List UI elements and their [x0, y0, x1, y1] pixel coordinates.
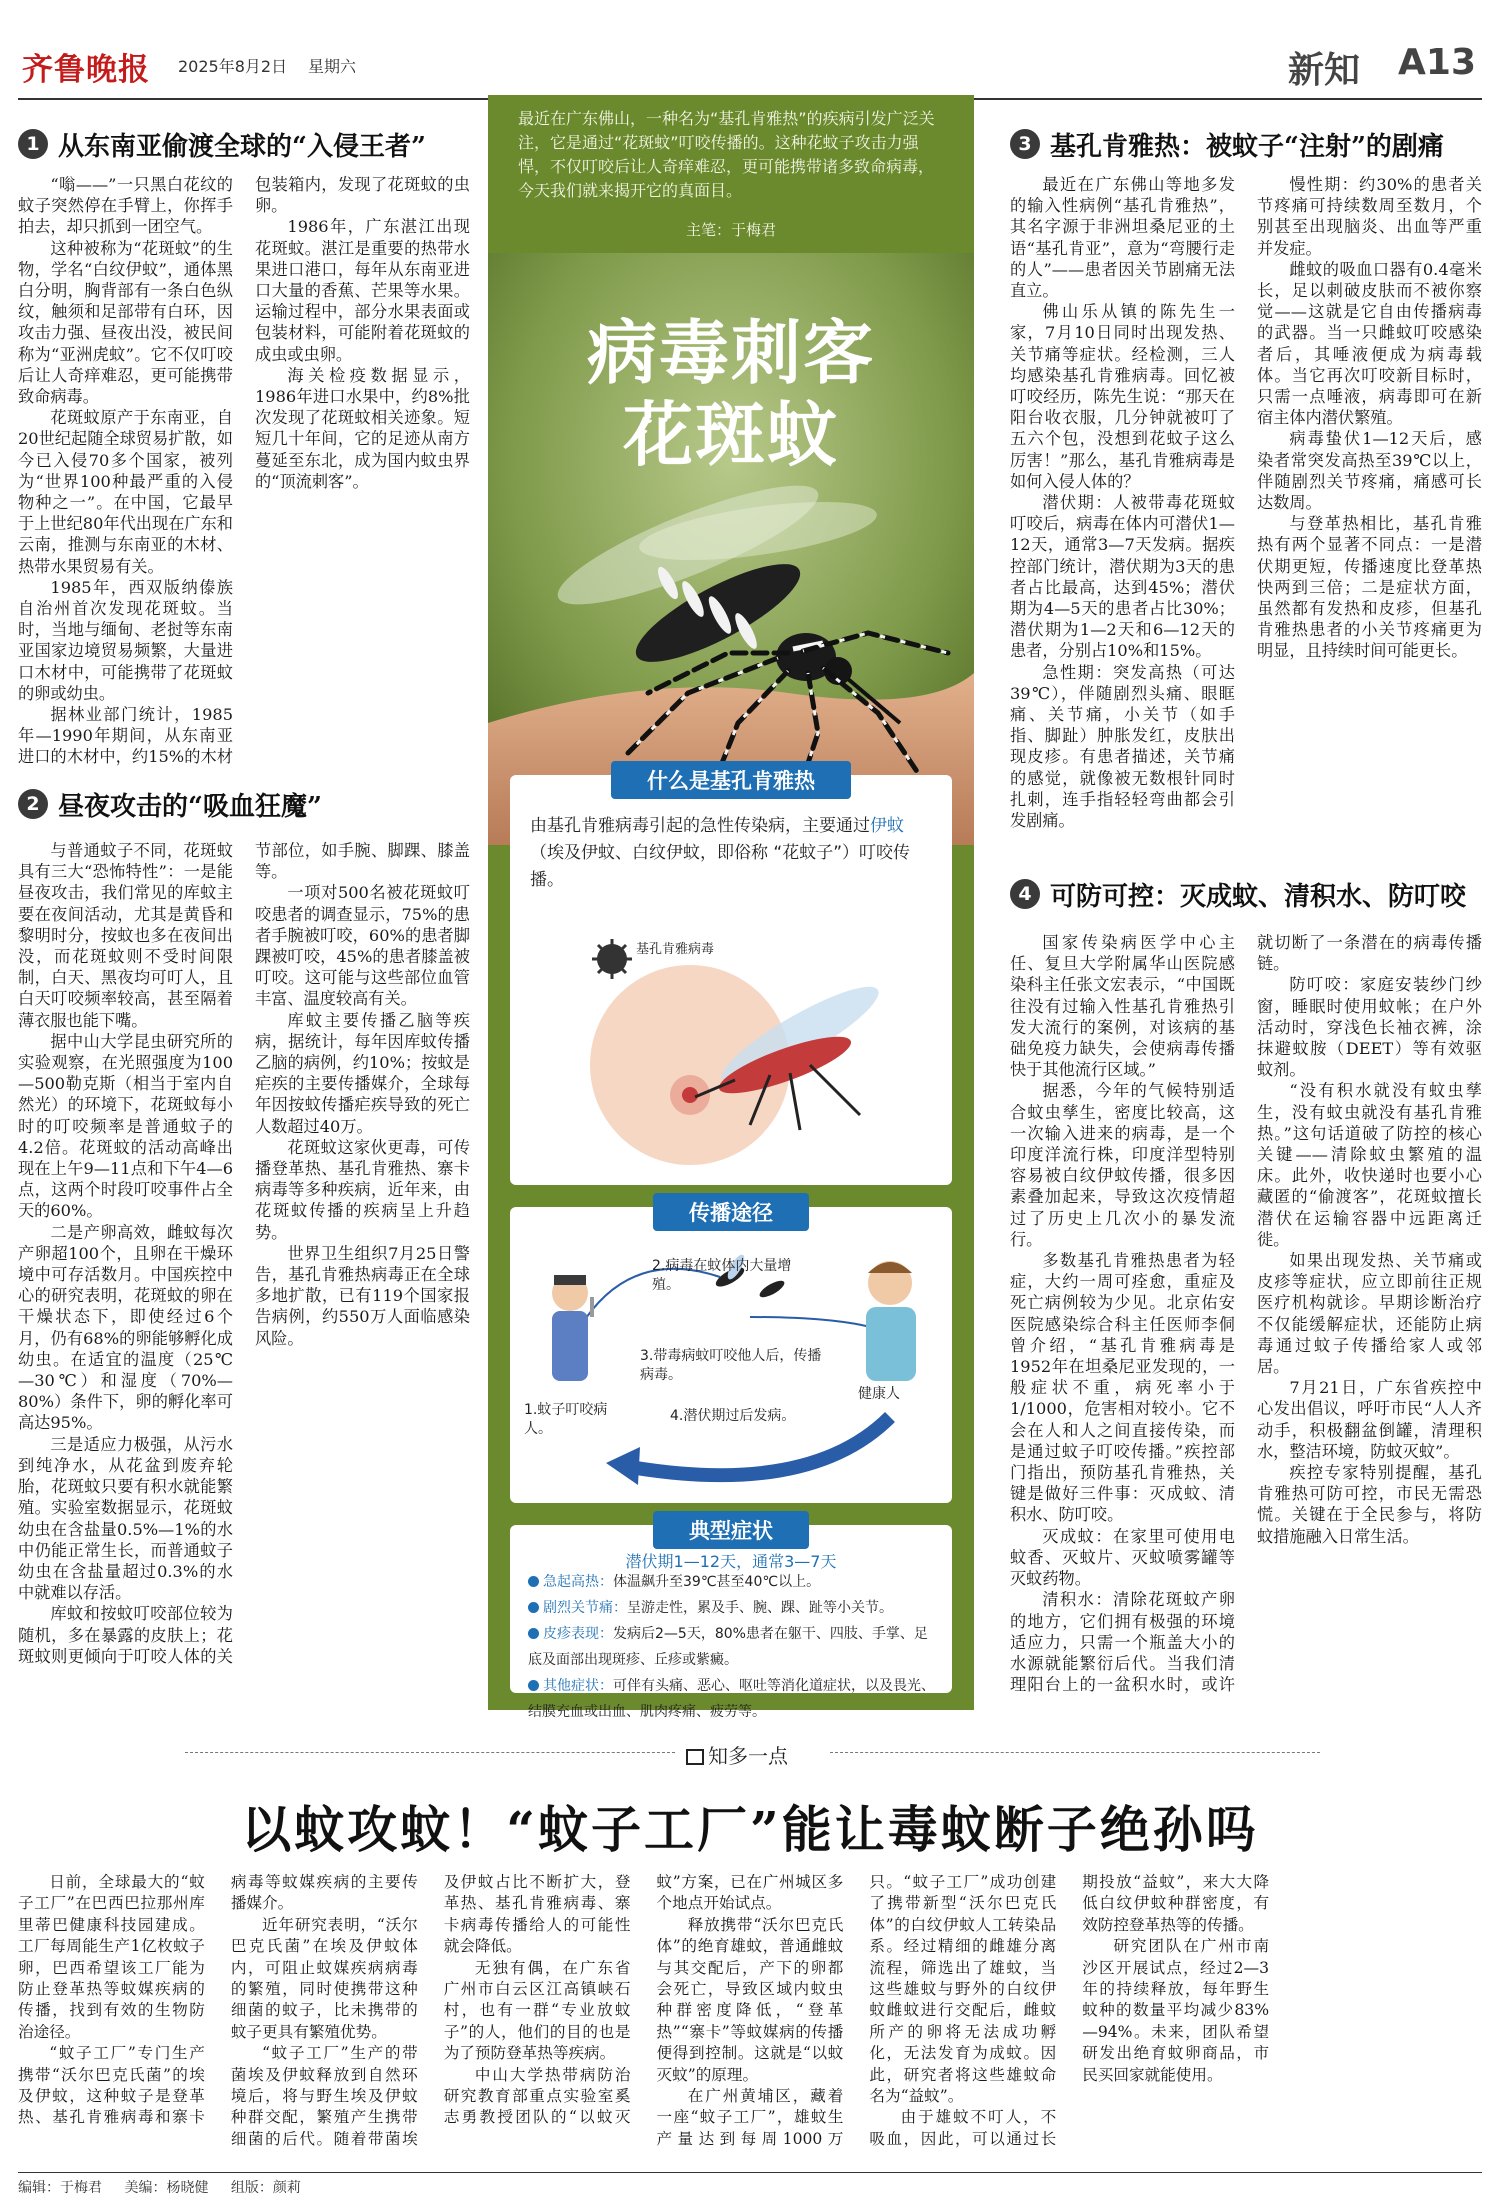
bullet-icon: [528, 1576, 539, 1587]
paragraph: 无独有偶，在广东省广州市白云区江高镇峡石村，也有一群“专业放蚊子”的人，他们的目的也是为了预防登革热等疾病。: [443, 1958, 631, 2063]
article-3-heading: [1010, 122, 1482, 166]
symptom-list: [528, 1569, 940, 1725]
paragraph: 佛山乐从镇的陈先生一家，7月10日同时出现发热、关节痛等症状。经检测，三人均感染基孔肯雅病毒。回忆被叮咬经历，陈先生说：“那天在阳台收衣服，几分钟就被叮了五六个包，没想到花蚊子这么厉害！”那么，基孔肯雅病毒是如何入侵人体的？: [1010, 302, 1235, 491]
transmission-step-2: 2.病毒在蚊体内大量增殖。: [652, 1258, 792, 1293]
paragraph: 海关检疫数据显示，1986年进口水果中，约8%批次发现了花斑蚊相关迹象。短短几十年间，它的足迹从南方蔓延至东北，成为国内蚊虫界的“顶流刺客”。: [255, 365, 470, 491]
definition-heading: 什么是基孔肯雅热: [611, 761, 851, 799]
definition-text-highlight: 伊蚊: [870, 816, 904, 836]
article-3-number: 3: [1010, 129, 1040, 159]
paragraph: 疾控专家特别提醒，基孔肯雅热可防可控，市民无需恐慌。关键在于全民参与，将防蚊措施融入日常生活。: [1257, 1463, 1482, 1546]
newspaper-logo: 齐鲁晚报: [22, 52, 150, 88]
article-4: [1010, 872, 1482, 1710]
paragraph: 1985年，西双版纳傣族自治州首次发现花斑蚊。当时，当地与缅甸、老挝等东南亚国家边境贸易频繁，大量进口木材中，可能携带了花斑蚊的卵或幼虫。: [18, 577, 233, 703]
article-1-title: 从东南亚偷渡全球的“入侵王者”: [58, 131, 426, 162]
article-4-number: 4: [1010, 879, 1040, 909]
paragraph: 灭成蚊：在家里可使用电蚊香、灭蚊片、灭蚊喷雾罐等灭蚊药物。: [1010, 1526, 1235, 1589]
paragraph: 库蚊主要传播乙脑等疾病，据统计，每年因库蚊传播乙脑的病例，约10%；按蚊是疟疾的主要传播媒介，全球每年因按蚊传播疟疾导致的死亡人数超过40万。: [255, 1010, 470, 1136]
article-1-number: 1: [18, 129, 48, 159]
definition-panel: [510, 769, 952, 1185]
symptom-item: [528, 1569, 940, 1595]
paragraph: 病毒蛰伏1—12天后，感染者常突发高热至39℃以上，伴随剧烈关节疼痛，痛感可长达数周。: [1257, 429, 1482, 513]
feature-byline: 主笔：于梅君: [685, 221, 776, 239]
paragraph: “蚊子工厂”专门生产携带“沃尔巴克氏菌”的埃及伊蚊，这种蚊子是登革热、基孔肯雅病毒和寨卡病毒等蚊媒疾病的主要传播媒介。: [18, 1873, 418, 2127]
paragraph: 在广州黄埔区，藏着一座“蚊子工厂”，雄蚊生产量达到每周1000万只。“蚊子工厂”成功创建了携带新型“沃尔巴克氏体”的白纹伊蚊人工转染品系。经过精细的雌雄分离流程，筛选出了雄蚊，当这些雄蚊与野外的白纹伊蚊雌蚊进行交配后，雌蚊所产的卵将无法成功孵化，无法发育为成蚊。因此，研究者将这些雄蚊命名为“益蚊”。: [656, 1873, 1057, 2148]
article-1-heading: [18, 122, 470, 166]
symptom-text: 发病后2—5天，80%患者在躯干、四肢、手掌、足底及面部出现斑疹、丘疹或紫癜。: [528, 1626, 928, 1668]
paragraph: 国家传染病医学中心主任、复旦大学附属华山医院感染科主任张文宏表示，“中国既往没有过输入性基孔肯雅热引发大流行的案例，对该病的基础免疫力缺失，会使病毒传播快于其他流行区域。”: [1010, 933, 1235, 1080]
virus-label: 基孔肯雅病毒: [636, 942, 715, 957]
article-3-title: 基孔肯雅热：被蚊子“注射”的剧痛: [1050, 131, 1444, 162]
article-2-body: [18, 840, 470, 1708]
symptoms-heading: 典型症状: [653, 1511, 809, 1549]
transmission-step-1: 1.蚊子叮咬病人。: [524, 1402, 608, 1437]
definition-text-pre: 由基孔肯雅病毒引起的急性传染病，主要通过: [530, 816, 870, 836]
divider-right: [830, 1752, 1320, 1753]
article-3: [1010, 122, 1482, 864]
editor-credit: 编辑：于梅君: [18, 2180, 102, 2196]
paragraph: 日前，全球最大的“蚊子工厂”在巴西巴拉那州库里蒂巴健康科技园建成。工厂每周能生产1亿枚蚊子卵，巴西希望该工厂能为防止登革热等蚊媒疾病的传播，找到有效的生物防治途径。: [18, 1873, 205, 2041]
transmission-step-3: 3.带毒病蚊叮咬他人后，传播病毒。: [640, 1348, 822, 1383]
symptom-label: 急起高热：: [543, 1574, 613, 1590]
transmission-step-4: 4.潜伏期过后发病。: [670, 1408, 796, 1424]
paragraph: 二是产卵高效，雌蚊每次产卵超100个，且卵在干燥环境中可存活数月。中国疾控中心的研究表明，花斑蚊的卵在干燥状态下，即使经过6个月，仍有68%的卵能够孵化成幼虫。在适宜的温度（25℃—30℃）和湿度（70%—80%）条件下，卵的孵化率可高达95%。: [18, 1222, 233, 1433]
paragraph: 如果出现发热、关节痛或皮疹等症状，应立即前往正规医疗机构就诊。早期诊断治疗不仅能缓解症状，还能防止病毒通过蚊子传播给家人或邻居。: [1257, 1251, 1482, 1377]
issue-date: 2025年8月2日: [178, 57, 288, 76]
paragraph: 花斑蚊这家伙更毒，可传播登革热、基孔肯雅热、寨卡病毒等多种疾病，近年来，由花斑蚊传播的疾病呈上升趋势。: [255, 1137, 470, 1242]
feature-panel: [488, 95, 974, 1720]
paragraph: 中山大学热带病防治研究教育部重点实验室奚志勇教授团队的“以蚊灭蚊”方案，已在广州城区多个地点开始试点。: [443, 1873, 844, 2127]
article-2-heading: [18, 782, 470, 826]
bullet-icon: [528, 1680, 539, 1691]
symptom-item: [528, 1621, 940, 1673]
paragraph: 库蚊和按蚊叮咬部位较为随机，多在暴露的皮肤上；花斑蚊则更倾向于叮咬人体的关节部位，如手腕、脚踝、膝盖等。: [18, 841, 470, 1666]
transmission-heading: 传播途径: [653, 1193, 809, 1231]
healthy-person-label: 健康人: [858, 1386, 900, 1402]
symptom-item: [528, 1673, 940, 1725]
paragraph: 防叮咬：家庭安装纱门纱窗，睡眠时使用蚊帐；在户外活动时，穿浅色长袖衣裤，涂抹避蚊胺（DEET）等有效驱蚊剂。: [1257, 975, 1482, 1080]
article-2-number: 2: [18, 789, 48, 819]
masthead: [18, 38, 1482, 100]
article-1-body: [18, 174, 470, 786]
definition-text-post: （埃及伊蚊、白纹伊蚊，即俗称 “花蚊子”）叮咬传播。: [530, 843, 911, 890]
paragraph: 研究团队在广州市南沙区开展试点，经过2—3年的持续释放，每年野生蚊种的数量平均减少83%—94%。未来，团队希望研发出绝育蚊卵商品，市民买回家就能使用。: [1082, 1937, 1270, 2084]
paragraph: “蚊子工厂”生产的带菌埃及伊蚊释放到自然环境后，将与野生埃及伊蚊种群交配，繁殖产生携带细菌的后代。随着带菌埃及伊蚊占比不断扩大，登革热、基孔肯雅病毒、寨卡病毒传播给人的可能性就会降低。: [230, 1873, 631, 2148]
paragraph: 近年研究表明，“沃尔巴克氏菌”在埃及伊蚊体内，可阻止蚊媒疾病病毒的繁殖，同时使携带这种细菌的蚊子，比未携带的蚊子更具有繁殖优势。: [230, 1915, 418, 2041]
mosquito-bite-illustration: [570, 925, 900, 1165]
transmission-panel: [510, 1201, 952, 1503]
paragraph: 据林业部门统计，1985年—1990年期间，从东南亚进口的木材中，约15%的木材包装箱内，发现了花斑蚊的虫卵。: [18, 175, 470, 767]
feature-lead: 最近在广东佛山，一种名为“基孔肯雅热”的疾病引发广泛关注，它是通过“花斑蚊”叮咬传播的。这种花蚊子攻击力强悍，不仅叮咬后让人奇痒难忍，更可能携带诸多致命病毒，今天我们就来揭开它的真面目。: [518, 109, 935, 200]
divider-left: [185, 1752, 675, 1753]
paragraph: 一项对500名被花斑蚊叮咬患者的调查显示，75%的患者手腕被叮咬，60%的患者脚踝被叮咬，45%的患者膝盖被叮咬。这可能与这些部位血管丰富、温度较高有关。: [255, 883, 470, 1009]
paragraph: “嗡——”一只黑白花纹的蚊子突然停在手臂上，你挥手拍去，却只抓到一团空气。: [18, 175, 233, 237]
symptom-text: 体温飙升至39℃甚至40℃以上。: [613, 1574, 821, 1590]
paragraph: 清积水：清除花斑蚊产卵的地方，它们拥有极强的环境适应力，只需一个瓶盖大小的水源就能繁衍后代。当我们清理阳台上的一盆积水时，或许就切断了一条潜在的病毒传播链。: [1010, 933, 1482, 1695]
article-4-title: 可防可控：灭成蚊、清积水、防叮咬: [1050, 881, 1467, 912]
paragraph: 潜伏期：人被带毒花斑蚊叮咬后，病毒在体内可潜伏1—12天，通常3—7天发病。据疾控部门统计，潜伏期为3天的患者占比最高，达到45%；潜伏期为4—5天的患者占比30%；潜伏期为1—2天和6—12天的患者，分别占10%和15%。: [1010, 493, 1235, 661]
paragraph: 急性期：突发高热（可达39℃），伴随剧烈头痛、眼眶痛、关节痛，小关节（如手指、脚趾）肿胀发红，皮肤出现皮疹。有患者描述，关节痛的感觉，就像被无数根针同时扎刺，连手指轻轻弯曲都会引发剧痛。: [1010, 662, 1235, 831]
article-2: [18, 782, 470, 1708]
bullet-icon: [528, 1628, 539, 1639]
paragraph: 花斑蚊原产于东南亚，自20世纪起随全球贸易扩散，如今已入侵70多个国家，被列为“世界100种最严重的入侵物种之一”。在中国，它最早于上世纪80年代出现在广东和云南，推测与东南亚的木材、热带水果贸易有关。: [18, 408, 233, 576]
definition-text: [530, 813, 934, 894]
designer-credit: 美编：杨晓健: [124, 2180, 209, 2196]
symptom-label: 其他症状：: [543, 1678, 613, 1694]
symptom-text: 呈游走性，累及手、腕、踝、趾等小关节。: [627, 1600, 893, 1616]
paragraph: 这种被称为“花斑蚊”的生物，学名“白纹伊蚊”，通体黑白分明，胸背部有一条白色纵纹，触须和足部带有白环，因攻击力强、昼夜出没，被民间称为“亚洲虎蚊”。它不仅叮咬后让人奇痒难忍，更可能携带致命病毒。: [18, 238, 233, 407]
article-1: [18, 122, 470, 786]
page-number: A13: [1398, 42, 1476, 83]
symptom-label: 剧烈关节痛：: [543, 1600, 627, 1616]
article-4-body: [1010, 932, 1482, 1710]
paragraph: 7月21日，广东省疾控中心发出倡议，呼吁市民“人人齐动手，积极翻盆倒罐，清理积水，整洁环境，防蚊灭蚊”。: [1257, 1378, 1482, 1461]
paragraph: 与普通蚊子不同，花斑蚊具有三大“恐怖特性”：一是能昼夜攻击，我们常见的库蚊主要在夜间活动，尤其是黄昏和黎明时分，按蚊也多在夜间出没，而花斑蚊则不受时间限制，白天、黑夜均可叮人，且白天叮咬频率较高，甚至隔着薄衣服也能下嘴。: [18, 841, 233, 1030]
know-more-body: [18, 1872, 1482, 2168]
symptoms-panel: [510, 1519, 952, 1720]
paragraph: 1986年，广东湛江出现花斑蚊。湛江是重要的热带水果进口港口，每年从东南亚进口大量的香蕉、芒果等水果。运输过程中，部分水果表面或包装材料，可能附着花斑蚊的成虫或虫卵。: [255, 217, 470, 364]
paragraph: 由于雄蚊不叮人，不吸血，因此，可以通过长期投放“益蚊”，来大大降低白纹伊蚊种群密度，有效防控登革热等的传播。: [869, 1873, 1270, 2148]
symptom-label: 皮疹表现：: [543, 1626, 613, 1642]
paragraph: 据悉，今年的气候特别适合蚊虫孳生，密度比较高，这一次输入进来的病毒，是一个印度洋流行株，印度洋型特别容易被白纹伊蚊传播，很多因素叠加起来，导致这次疫情超过了历史上几次小的暴发流行。: [1010, 1081, 1235, 1249]
incubation-period: 潜伏期1—12天，通常3—7天: [625, 1552, 837, 1571]
feature-title-line1: 病毒刺客: [587, 311, 875, 394]
know-more-title: 以蚊攻蚊！“蚊子工厂”能让毒蚊断子绝孙吗: [241, 1800, 1259, 1859]
paragraph: 三是适应力极强，从污水到纯净水，从花盆到废弃轮胎，花斑蚊只要有积水就能繁殖。实验室数据显示，花斑蚊幼虫在含盐量0.5%—1%的水中仍能正常生长，而普通蚊子幼虫在含盐量超过0.3%的水中就难以存活。: [18, 1434, 233, 1603]
article-2-title: 昼夜攻击的“吸血狂魔”: [58, 791, 322, 822]
issue-weekday: 星期六: [308, 57, 357, 76]
paragraph: 慢性期：约30%的患者关节疼痛可持续数周至数月，个别甚至出现脑炎、出血等严重并发症。: [1257, 175, 1482, 258]
paragraph: 据中山大学昆虫研究所的实验观察，在光照强度为100—500勒克斯（相当于室内自然光）的环境下，花斑蚊每小时的叮咬频率是普通蚊子的4.2倍。花斑蚊的活动高峰出现在上午9—11点和下午4—6点，这两个时段叮咬事件占全天的60%。: [18, 1031, 233, 1221]
paragraph: 多数基孔肯雅热患者为轻症，大约一周可痊愈，重症及死亡病例较为少见。北京佑安医院感染综合科主任医师李侗曾介绍，“基孔肯雅病毒是1952年在坦桑尼亚发现的，一般症状不重，病死率小于1/1000，危害相对较小。它不会在人和人之间直接传染，而是通过蚊子叮咬传播。”疾控部门指出，预防基孔肯雅热，关键是做好三件事：灭成蚊、清积水、防叮咬。: [1010, 1251, 1235, 1525]
paragraph: 世界卫生组织7月25日警告，基孔肯雅热病毒正在全球多地扩散，已有119个国家报告病例，约550万人面临感染风险。: [255, 1243, 470, 1348]
paragraph: 雌蚊的吸血口器有0.4毫米长，足以刺破皮肤而不被你察觉——这就是它自由传播病毒的武器。当一只雌蚊叮咬感染者后，其唾液便成为病毒载体。当它再次叮咬新目标时，只需一点唾液，病毒即可在新宿主体内潜伏繁殖。: [1257, 259, 1482, 428]
symptom-item: [528, 1595, 940, 1621]
page-footer: [18, 2172, 1482, 2197]
square-icon: [686, 1749, 704, 1765]
paragraph: “没有积水就没有蚊虫孳生，没有蚊虫就没有基孔肯雅热。”这句话道破了防控的核心关键——清除蚊虫繁殖的温床。此外，收快递时也要小心藏匿的“偷渡客”，花斑蚊擅长潜伏在运输容器中远距离迁徙。: [1257, 1081, 1482, 1249]
know-more-label: 知多一点: [708, 1744, 788, 1768]
bullet-icon: [528, 1602, 539, 1613]
layout-credit: 组版：颜莉: [230, 2180, 301, 2196]
feature-title-line2: 花斑蚊: [623, 393, 839, 476]
paragraph: 与登革热相比，基孔肯雅热有两个显著不同点：一是潜伏期更短，传播速度比登革热快两到三倍；二是症状方面，虽然都有发热和皮疹，但基孔肯雅热患者的小关节疼痛更为明显，且持续时间可能更长。: [1257, 514, 1482, 661]
symptom-text: 可伴有头痛、恶心、呕吐等消化道症状，以及畏光、结膜充血或出血、肌肉疼痛、疲劳等。: [528, 1678, 935, 1720]
section-name: 新知: [1287, 50, 1360, 91]
article-3-body: [1010, 174, 1482, 864]
know-more-tag: [686, 1740, 788, 1769]
paragraph: 最近在广东佛山等地多发的输入性病例“基孔肯雅热”，其名字源于非洲坦桑尼亚的土语“基孔肯亚”，意为“弯腰行走的人”——患者因关节剧痛无法直立。: [1010, 175, 1235, 301]
paragraph: 释放携带“沃尔巴克氏体”的绝育雄蚊，普通雌蚊与其交配后，产下的卵都会死亡，导致区域内蚊虫种群密度降低，“登革热”“寨卡”等蚊媒病的传播便得到控制。这就是“以蚊灭蚊”的原理。: [656, 1915, 844, 2084]
hero-mosquito-illustration: [488, 253, 974, 845]
article-4-heading: [1010, 872, 1482, 916]
